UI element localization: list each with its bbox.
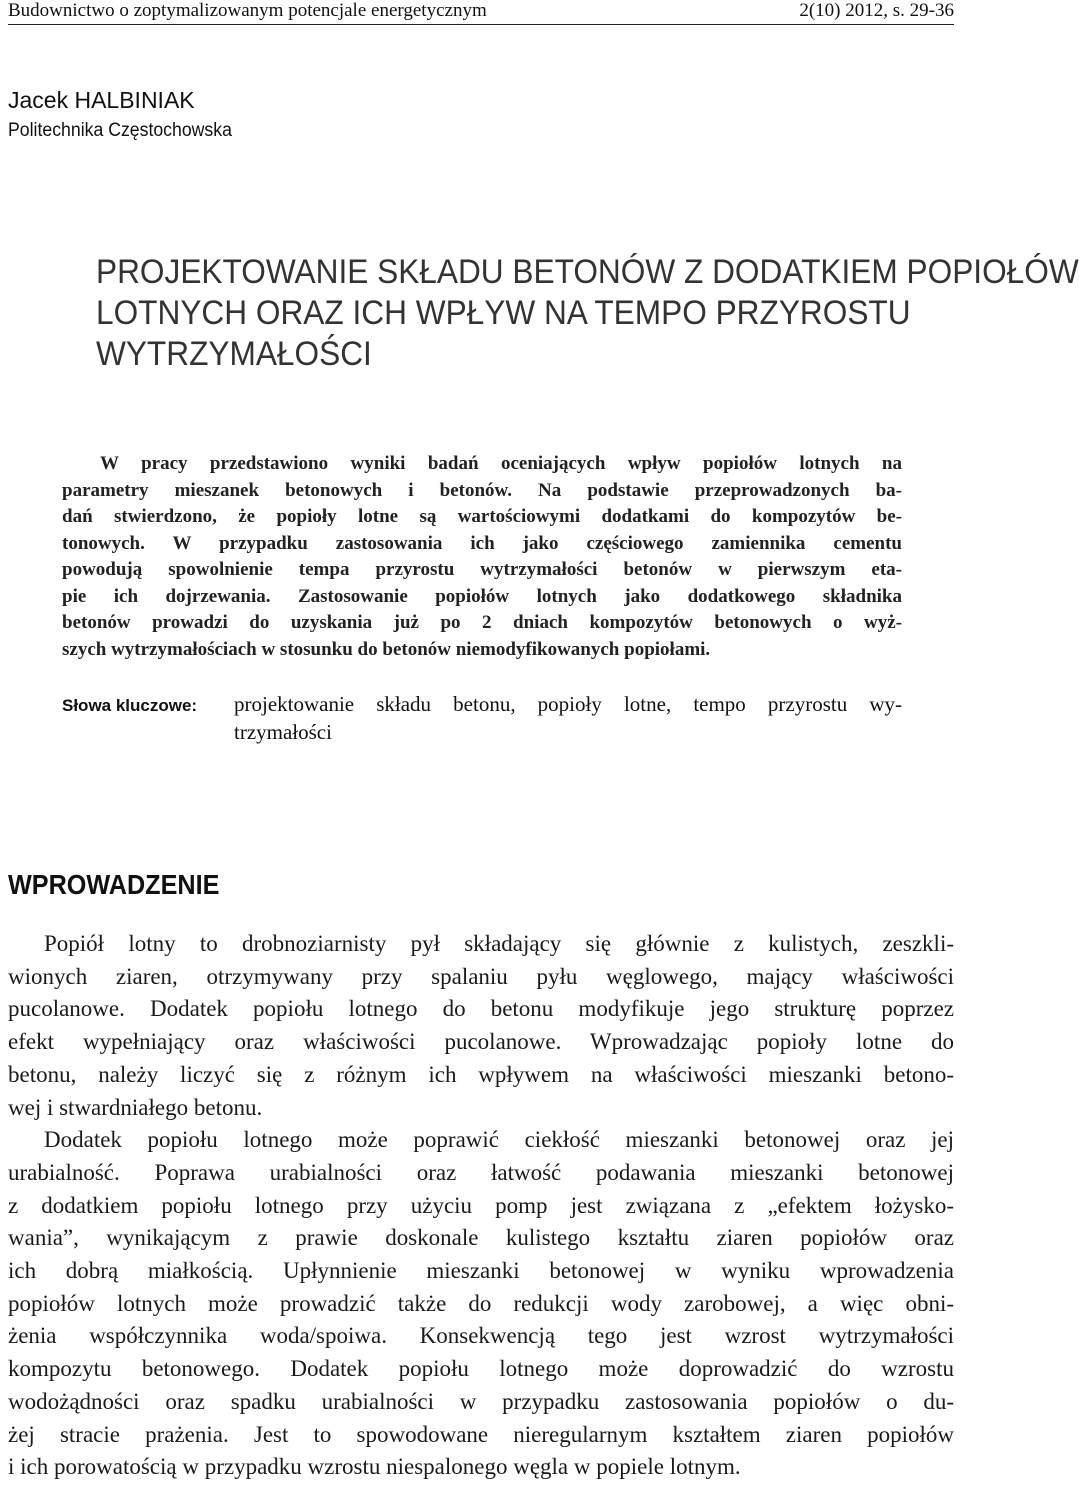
body-line: z dodatkiem popiołu lotnego przy użyciu pomp jest związana z „efektem łożysko- [8,1192,954,1218]
body-line: wionych ziaren, otrzymywany przy spalaniu pyłu węglowego, mający właściwości [8,963,954,989]
abstract-line: tonowych. W przypadku zastosowania ich jako częściowego zamiennika cementu [62,532,902,554]
abstract-line: dań stwierdzono, że popioły lotne są wartościowymi dodatkami do kompozytów be- [62,506,902,527]
body-line: wodożądności oraz spadku urabialności w przypadku zastosowania popiołów o du- [8,1388,954,1414]
running-header [8,0,954,25]
abstract-line: betonów prowadzi do uzyskania już po 2 dniach kompozytów betonowych o wyż- [62,612,902,633]
abstract [62,451,902,663]
body-line: urabialność. Poprawa urabialności oraz łatwość podawania mieszanki betonowej [8,1159,954,1185]
body-line: kompozytu betonowego. Dodatek popiołu lotnego może doprowadzić do wzrostu [8,1356,954,1382]
paper-title [96,252,1079,375]
author-affiliation: Politechnika Częstochowska [8,120,232,141]
keywords-line: projektowanie składu betonu, popioły lotne, tempo przyrostu wy- [234,692,902,716]
title-line: LOTNYCH ORAZ ICH WPŁYW NA TEMPO PRZYROSTU [96,294,911,332]
body-line: efekt wypełniający oraz właściwości pucolanowe. Wprowadzając popioły lotne do [8,1029,954,1055]
body-line: wej i stwardniałego betonu. [8,1094,263,1120]
keywords-label: Słowa kluczowe: [62,696,198,715]
abstract-line: W pracy przedstawiono wyniki badań oceniających wpływ popiołów lotnych na [100,453,902,474]
issue-pages: 2(10) 2012, s. 29-36 [799,0,954,21]
body-line: ich dobrą miałkością. Upłynnienie mieszanki betonowej w wyniku wprowadzenia [8,1258,954,1284]
body-line: wania”, wynikającym z prawie doskonale kulistego kształtu ziaren popiołów oraz [8,1225,954,1251]
body-line: Dodatek popiołu lotnego może poprawić ciekłość mieszanki betonowej oraz jej [44,1127,954,1153]
body-line: pucolanowe. Dodatek popiołu lotnego do betonu modyfikuje jego strukturę poprzez [8,996,954,1022]
keywords-text [234,690,902,746]
abstract-line: powodują spowolnienie tempa przyrostu wytrzymałości betonów w pierwszym eta- [62,559,902,580]
title-line: WYTRZYMAŁOŚCI [96,335,372,373]
section-heading: WPROWADZENIE [8,869,220,900]
author-name: Jacek HALBINIAK [8,87,195,113]
title-line: PROJEKTOWANIE SKŁADU BETONÓW Z DODATKIEM POPIOŁÓW [96,253,1079,291]
body-text [8,928,954,1484]
abstract-line: parametry mieszanek betonowych i betonów. Na podstawie przeprowadzonych ba- [62,479,902,501]
body-line: i ich porowatością w przypadku wzrostu niespalonego węgla w popiele lotnym. [8,1454,741,1480]
journal-name: Budownictwo o zoptymalizowanym potencjale energetycznym [8,0,487,21]
abstract-line: pie ich dojrzewania. Zastosowanie popiołów lotnych jako dodatkowego składnika [62,585,902,607]
body-line: Popiół lotny to drobnoziarnisty pył składający się głównie z kulistych, zeszkli- [44,931,954,956]
keywords-line: trzymałości [234,720,332,744]
body-line: betonu, należy liczyć się z różnym ich wpływem na właściwości mieszanki betono- [8,1061,954,1087]
body-line: popiołów lotnych może prowadzić także do redukcji wody zarobowej, a więc obni- [8,1290,954,1316]
abstract-line: szych wytrzymałościach w stosunku do betonów niemodyfikowanych popiołami. [62,638,711,660]
body-line: żenia współczynnika woda/spoiwa. Konsekwencją tego jest wzrost wytrzymałości [8,1323,954,1349]
body-line: żej stracie prażenia. Jest to spowodowane nieregularnym kształtem ziaren popiołów [8,1421,954,1447]
